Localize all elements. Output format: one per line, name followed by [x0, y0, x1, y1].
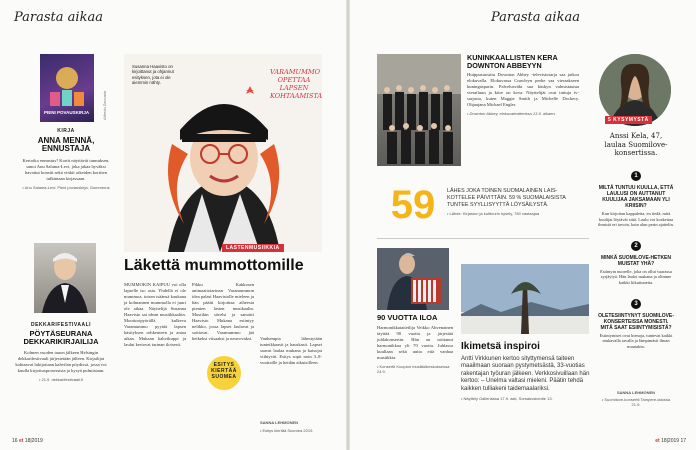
- anssi-intro: [597, 132, 675, 158]
- varamummo-photo: [124, 54, 322, 252]
- section-title-left: Parasta aikaa: [14, 10, 103, 25]
- crime-headline-1: PÖYTÄSEURANA: [29, 329, 93, 338]
- book-article: [20, 128, 112, 190]
- qa-answer: Esiintyin nuorelle, joka on ollut vaarassa syrjäytyä. Hän lauloi mukana ja olimme kaikki liikuttuneita.: [600, 268, 672, 285]
- theatre-body-col2: Pikku Kakkosen animaatiotarinan Varamummon idea palasi Haavistolle mieleen ja hän päätti kirjoittaa aiheesta pienten lasten musikaalin. Musiikin sävelsi ja sanoitti Haavisto. Mukana esiintyy nelikko, jossa lapset laulavat ja soittavat. Varamummo jää hetkeksi viisaaksi ja neuvovaksi.: [192, 282, 254, 341]
- left-footer: [12, 438, 43, 444]
- anssi-credit-name: SANNA LEHMONEN: [616, 390, 656, 395]
- theatre-kicker: LASTENMUSIIKKIA: [222, 244, 284, 252]
- qa-item: [597, 234, 675, 286]
- right-page: [349, 0, 696, 450]
- crime-credit: • 21.9. dekkarifestivaali.fi: [38, 376, 84, 382]
- right-page-number: 17: [680, 438, 686, 444]
- anssi-name-3: konsertissa.: [614, 149, 658, 157]
- downton-credit: • Downton Abbey, elokuvateatterissa 13.9. alkaen.: [467, 111, 556, 117]
- theatre-photo-credit: SANNA LEHMONEN: [260, 420, 299, 425]
- ikimetsa-body: Antti Virkkunen kertoo sityttymensä taiteen maailmaan suoraan pystymetsästä, 33-vuotias rakentajan työuran jälkeen. Verkkosivuillaan hän kertoo: – Unelma valtasi mieleni. Päätin tehdä kaikken tulliakeni taidemaalariksi.: [461, 355, 590, 392]
- anssi-footnote: • Suomilove-konsertti Tampere-talossa 21.9.: [601, 397, 671, 407]
- ikimetsa-credit: • Näyttely Galleriassa 17.9. asti, Sorsakoskentie 13.: [461, 396, 553, 402]
- qa-item: [597, 164, 675, 228]
- crime-kicker: DEKKARIFESTIVAALI: [30, 322, 92, 328]
- right-mag-name: et: [655, 438, 660, 444]
- crime-article: [12, 322, 110, 382]
- qa-number: 3: [631, 299, 641, 309]
- crime-body: Kolmen vuoden tauon jälkeen Helsingin dekkarifestivaali järjestetään jälleen. Kirjailijat kohtaavat lukijoitaan kahvilan pöydissä, jossa voi kuulla kirjoitusprosessista ja kysyä pulmistaan.: [15, 349, 107, 373]
- downton-body: Huippusuosittu Downton Abbey -televisiosarja saa jatkoa elokuvalla. Elokuvassa Crawleyn perhe saa vieraakseen kuningasparin. Palvelusväki saa käskyn valmistautua vierailuun ja kiire on kova. Näyttelijät ovat tuttuja tv-sarjasta, kuten Maggie Smith ja Michelle Dockery. Ohjaajana Michael Engler.: [467, 72, 579, 108]
- stat-divider: [377, 238, 589, 239]
- ikimetsa-photo: [461, 264, 589, 334]
- ikimetsa-headline: Ikimetsä inspiroi: [461, 341, 540, 352]
- badge-line-3: SUOMEA: [211, 374, 237, 380]
- qa-question: MILTÄ TUNTUU KUULLA, ETTÄ LAULUSI ON AUTTANUT KUULIJAA JAKSAMAAN YLI KRIISIN?: [598, 185, 674, 209]
- qa-answer: Esiintymiset ovat hienoja, tuntevat kaikki mukavalla tavalla ja lämpimästi ilman muutakin.: [599, 332, 673, 349]
- stat-text-2: KOTTELEE PÄIVITTÄIN. 59 % SUOMALAISISTA: [447, 195, 566, 201]
- right-footer: [655, 438, 686, 444]
- tour-badge: [207, 356, 241, 390]
- accordion-credit: • Konsertti Kuopion musiikkikeskuksessa 24.9.: [377, 363, 450, 374]
- crime-headline-2: DEKKARIKIRJAILIJA: [23, 336, 99, 346]
- book-title-1: ANNA MENNÄ,: [37, 136, 95, 145]
- forest-painting-art: [461, 264, 589, 334]
- varamummo-quote: VARAMUMMO OPETTAA LAPSEN KOHTAAMISTA: [270, 68, 322, 100]
- downton-headline-2: DOWNTON ABBEYYN: [467, 60, 542, 70]
- right-issue: 18|2019: [661, 438, 680, 444]
- anssi-qa-list: [597, 164, 675, 355]
- book-credit: • Anu Salama-Levi: Pieni povauskirja. Gummerus: [22, 184, 110, 190]
- stat-box: [447, 188, 587, 216]
- accordion-headline: 90 VUOTTA ILOA: [377, 313, 438, 322]
- theatre-body-col1: MUMMOKIN KAIPUU voi olla lapselle iso asia. Yhdellä ei ole mummoa, toisen isäänsä kaukana ja kolmannen mummolla ei juuri ole aikaa. Näyttelijä Susanna Haavisto sai idean musiikkaaliin. Moottoripyörällä kulkeva Varamummo pyytää lapsen käsityksen rohkeuteen ja antaa aikaa. Mukaan kahvikuppi ja laulut kertovat tarinan iloisesti.: [124, 282, 186, 347]
- theatre-body-col3: Vanhempia lähestytään tunteikkaasti ja hauskasti. Lapset saavat laulaa mukana ja katsojat viihtyvät. Esitys sopii noin 3–8-vuotiaille ja heidän aikuisilleen.: [260, 336, 322, 365]
- accordion-photo: [377, 248, 449, 310]
- anssi-name-2: laulaa Suomilove-: [604, 140, 668, 149]
- left-issue: 18|2019: [24, 438, 43, 444]
- qa-item: [597, 292, 675, 350]
- accordion-article: [377, 314, 453, 374]
- qa-number: 1: [631, 171, 641, 181]
- badge-line-1: ESITYS: [213, 362, 235, 368]
- left-mag-name: et: [18, 438, 24, 444]
- downton-article: [467, 54, 579, 116]
- book-photo-credit: Alfredo Zaccaria: [102, 90, 107, 120]
- accordion-player-art: [377, 248, 449, 310]
- ikimetsa-article: [461, 342, 597, 401]
- theatre-tour-credit: • Esitys kiertää Suomea 2019.: [260, 428, 314, 433]
- book-cover-title: PIENI POVAUSKIRJA: [44, 110, 90, 115]
- accordion-body: Harmonikkataiteilija Veikko Ahvenainen täyttää 90 vuotta ja järjestää juhlakonsertin. Hän on soittanut harmonikkaa yli 70 vuotta. Juhlassa kuullaan sekä uutta että vanhaa musiikkia.: [377, 324, 453, 360]
- downton-cast-art: [377, 54, 461, 166]
- book-body: Kertoiko ennustus? Kortit näyttävät tunnuksen, sanoi Anu Salama-Levi, joka jakaa hyväksi havaitut konstit sekä vinkit oikeiden korttien tulkintaan kirjassaan.: [22, 157, 110, 181]
- anssi-name-1: Anssi Kela, 47,: [609, 132, 663, 140]
- downton-headline-1: KUNINKAALLISTEN KERA: [467, 53, 558, 62]
- book-cover-image: [40, 54, 94, 122]
- qa-answer: Kun kirjoitan kappaletta, en tiedä, mitä kuulijat löytävät siitä. Laulu voi koskettaa ihmisiä eri tavoin, kuin alun perin ajattelin.: [598, 211, 674, 228]
- stat-number: 59: [390, 183, 436, 227]
- section-title-right: Parasta aikaa: [491, 10, 580, 25]
- anssi-kicker: 5 KYSYMYSTÄ: [605, 116, 652, 124]
- qa-question: OLETESIINTYNYT SUOMILOVE-KONSERTEISSA MONESTI. MITÄ SAAT ESIINTYMISISTÄ?: [598, 312, 674, 331]
- stat-source: • Lähde: Kirjaston ja kulttuurin kysely, 780 vastaajaa: [447, 211, 540, 216]
- theatre-headline: Läkettä mummottomille: [124, 257, 304, 274]
- book-title-2: ENNUSTAJA: [41, 144, 91, 154]
- author-portrait-art: [34, 243, 96, 313]
- book-kicker: KIRJA: [57, 128, 75, 134]
- badge-line-2: KIERTÄÄ: [211, 368, 237, 374]
- qa-question: MINKÄ SUOMILOVE-HETKEN MUISTAT YHÄ?: [601, 254, 671, 267]
- downton-photo: [377, 54, 461, 166]
- left-page-number: 16: [12, 438, 18, 444]
- crime-author-photo: [34, 243, 96, 313]
- stat-text-1: LÄHES JOKA TOINEN SUOMALAINEN LAIS-: [447, 188, 558, 194]
- left-page: [0, 0, 347, 450]
- qa-number: 2: [631, 241, 641, 251]
- varamummo-caption: Susanna Haavisto on kirjoittanut ja ohjannut esityksen, jota ei ole aiemmin nähty.: [132, 64, 174, 86]
- stat-text-3: TUNTEE SYYLLISYYTTÄ LÖYSÄILYSTÄ.: [447, 202, 549, 208]
- anssi-footer: [597, 390, 675, 407]
